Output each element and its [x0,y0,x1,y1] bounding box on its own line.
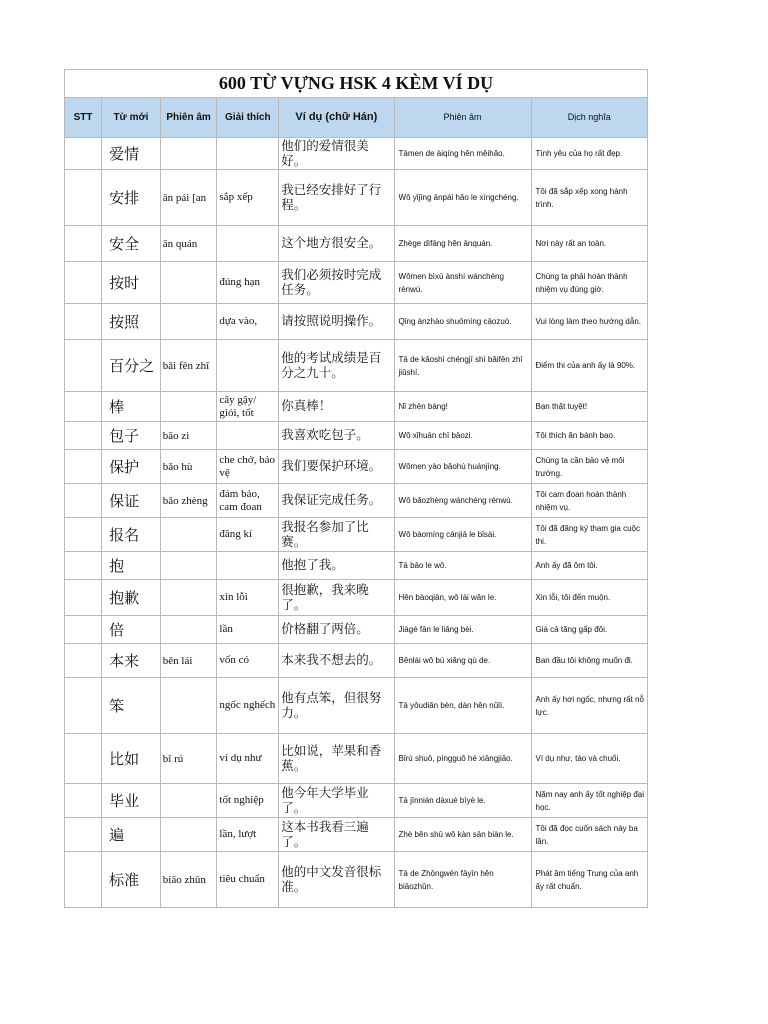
table-row [65,644,648,678]
definition-cell: dựa vào, [217,304,279,340]
example-pinyin-cell: Zhè běn shū wǒ kàn sān biàn le. [394,818,531,852]
example-pinyin-cell: Qǐng ànzhào shuōmíng cāozuò. [394,304,531,340]
example-cell: 很抱歉，我来晚了。 [279,580,394,616]
example-pinyin-cell: Wǒ bǎozhèng wánchéng rènwù. [394,484,531,518]
example-cell: 请按照说明操作。 [279,304,394,340]
translation-cell: Giá cả tăng gấp đôi. [531,616,648,644]
word-cell: 遍 [102,818,161,852]
translation-cell: Ban đầu tôi không muốn đi. [531,644,648,678]
stt-cell [65,518,102,552]
translation-cell: Tôi đã sắp xếp xong hành trình. [531,170,648,226]
definition-cell [217,340,279,392]
translation-cell: Tình yêu của họ rất đẹp. [531,138,648,170]
stt-cell [65,262,102,304]
word-cell: 抱 [102,552,161,580]
example-cell: 我们要保护环境。 [279,450,394,484]
translation-cell: Nơi này rất an toàn. [531,226,648,262]
pinyin-cell: běn lái [160,644,217,678]
example-pinyin-cell: Bǐrú shuō, píngguǒ hé xiāngjiāo. [394,734,531,784]
pinyin-cell [160,138,217,170]
example-cell: 我已经安排好了行程。 [279,170,394,226]
pinyin-cell [160,262,217,304]
pinyin-cell [160,518,217,552]
example-cell: 我喜欢吃包子。 [279,422,394,450]
example-pinyin-cell: Zhège dìfāng hěn ānquán. [394,226,531,262]
example-pinyin-cell: Tā de Zhōngwén fāyīn hěn biāozhǔn. [394,852,531,908]
definition-cell [217,138,279,170]
example-cell: 他今年大学毕业了。 [279,784,394,818]
example-pinyin-cell: Wǒ yǐjīng ānpái hǎo le xíngchéng. [394,170,531,226]
translation-cell: Anh ấy đã ôm tôi. [531,552,648,580]
word-cell: 安全 [102,226,161,262]
stt-cell [65,304,102,340]
word-cell: 保证 [102,484,161,518]
example-pinyin-cell: Wǒmen bìxū ànshí wánchéng rènwù. [394,262,531,304]
example-pinyin-cell: Wǒ bàomíng cānjiā le bǐsài. [394,518,531,552]
example-cell: 他抱了我。 [279,552,394,580]
header-definition: Giải thích [217,98,279,138]
example-pinyin-cell: Tā de kǎoshì chéngjī shì bǎifēn zhī jiǔshí. [394,340,531,392]
example-pinyin-cell: Běnlái wǒ bù xiǎng qù de. [394,644,531,678]
translation-cell: Tôi cam đoan hoàn thành nhiệm vụ. [531,484,648,518]
definition-cell: đăng kí [217,518,279,552]
table-row [65,226,648,262]
example-pinyin-cell: Tāmen de àiqíng hěn měihǎo. [394,138,531,170]
table-row [65,392,648,422]
definition-cell: ví dụ như [217,734,279,784]
stt-cell [65,392,102,422]
pinyin-cell: bāo zi [160,422,217,450]
example-cell: 这个地方很安全。 [279,226,394,262]
example-cell: 你真棒！ [279,392,394,422]
definition-cell: tiêu chuẩn [217,852,279,908]
pinyin-cell: bǎo zhèng [160,484,217,518]
word-cell: 倍 [102,616,161,644]
pinyin-cell: bǎo hù [160,450,217,484]
table-row [65,616,648,644]
definition-cell: xin lỗi [217,580,279,616]
translation-cell: Chúng ta phải hoàn thành nhiệm vụ đúng giờ. [531,262,648,304]
word-cell: 棒 [102,392,161,422]
pinyin-cell: ān quán [160,226,217,262]
pinyin-cell: bǐ rú [160,734,217,784]
definition-cell: che chở, bảo vệ [217,450,279,484]
table-row [65,678,648,734]
example-cell: 这本书我看三遍了。 [279,818,394,852]
example-pinyin-cell: Hěn bàoqiàn, wǒ lái wǎn le. [394,580,531,616]
header-pinyin: Phiên âm [160,98,217,138]
stt-cell [65,734,102,784]
stt-cell [65,580,102,616]
definition-cell: vốn có [217,644,279,678]
example-cell: 本来我不想去的。 [279,644,394,678]
example-cell: 他有点笨，但很努力。 [279,678,394,734]
word-cell: 包子 [102,422,161,450]
translation-cell: Tôi đã đọc cuốn sách này ba lần. [531,818,648,852]
translation-cell: Điểm thi của anh ấy là 90%. [531,340,648,392]
definition-cell: cây gậy/ giỏi, tốt [217,392,279,422]
word-cell: 按照 [102,304,161,340]
definition-cell: ngốc nghếch [217,678,279,734]
pinyin-cell: biāo zhǔn [160,852,217,908]
table-row [65,484,648,518]
table-row [65,580,648,616]
word-cell: 保护 [102,450,161,484]
table-row [65,852,648,908]
example-pinyin-cell: Tā jīnnián dàxué bìyè le. [394,784,531,818]
example-pinyin-cell: Nǐ zhēn bàng! [394,392,531,422]
stt-cell [65,644,102,678]
stt-cell [65,138,102,170]
translation-cell: Ví dụ như, táo và chuối. [531,734,648,784]
word-cell: 抱歉 [102,580,161,616]
definition-cell: đúng hạn [217,262,279,304]
table-row [65,304,648,340]
header-translation: Dịch nghĩa [531,98,648,138]
table-row [65,422,648,450]
table-row [65,818,648,852]
table-row [65,552,648,580]
definition-cell: đảm bảo, cam đoan [217,484,279,518]
translation-cell: Anh ấy hơi ngốc, nhưng rất nỗ lực. [531,678,648,734]
word-cell: 笨 [102,678,161,734]
example-cell: 价格翻了两倍。 [279,616,394,644]
example-cell: 比如说，苹果和香蕉。 [279,734,394,784]
stt-cell [65,422,102,450]
word-cell: 报名 [102,518,161,552]
definition-cell [217,552,279,580]
header-word: Từ mới [102,98,161,138]
word-cell: 标准 [102,852,161,908]
table-row [65,340,648,392]
pinyin-cell [160,784,217,818]
example-cell: 他们的爱情很美好。 [279,138,394,170]
stt-cell [65,170,102,226]
definition-cell: lần, lượt [217,818,279,852]
pinyin-cell [160,580,217,616]
translation-cell: Tôi đã đăng ký tham gia cuộc thi. [531,518,648,552]
stt-cell [65,784,102,818]
table-row [65,170,648,226]
definition-cell [217,422,279,450]
definition-cell [217,226,279,262]
stt-cell [65,340,102,392]
header-stt: STT [65,98,102,138]
example-cell: 他的考试成绩是百分之九十。 [279,340,394,392]
table-row [65,138,648,170]
stt-cell [65,552,102,580]
word-cell: 百分之 [102,340,161,392]
table-row [65,262,648,304]
pinyin-cell [160,818,217,852]
header-example-pinyin: Phiên âm [394,98,531,138]
example-cell: 我保证完成任务。 [279,484,394,518]
stt-cell [65,818,102,852]
stt-cell [65,852,102,908]
pinyin-cell: bǎi fēn zhī [160,340,217,392]
pinyin-cell [160,392,217,422]
example-pinyin-cell: Wǒ xǐhuān chī bāozi. [394,422,531,450]
word-cell: 按时 [102,262,161,304]
definition-cell: sắp xếp [217,170,279,226]
translation-cell: Vui lòng làm theo hướng dẫn. [531,304,648,340]
example-pinyin-cell: Wǒmen yào bǎohù huánjìng. [394,450,531,484]
stt-cell [65,450,102,484]
translation-cell: Năm nay anh ấy tốt nghiệp đại học. [531,784,648,818]
stt-cell [65,484,102,518]
table-row [65,734,648,784]
pinyin-cell: ān pái [an [160,170,217,226]
word-cell: 安排 [102,170,161,226]
example-pinyin-cell: Tā bào le wǒ. [394,552,531,580]
translation-cell: Bạn thật tuyệt! [531,392,648,422]
vocabulary-table [64,69,648,908]
word-cell: 爱情 [102,138,161,170]
pinyin-cell [160,616,217,644]
pinyin-cell [160,304,217,340]
example-cell: 他的中文发音很标准。 [279,852,394,908]
table-row [65,518,648,552]
example-pinyin-cell: Jiàgé fān le liǎng bèi. [394,616,531,644]
page-title: 600 TỪ VỰNG HSK 4 KÈM VÍ DỤ [65,70,648,98]
definition-cell: lần [217,616,279,644]
word-cell: 比如 [102,734,161,784]
stt-cell [65,678,102,734]
stt-cell [65,616,102,644]
word-cell: 毕业 [102,784,161,818]
translation-cell: Xin lỗi, tôi đến muộn. [531,580,648,616]
table-row [65,784,648,818]
table-row [65,450,648,484]
pinyin-cell [160,552,217,580]
example-pinyin-cell: Tā yǒudiǎn bèn, dàn hěn nǔlì. [394,678,531,734]
example-cell: 我们必须按时完成任务。 [279,262,394,304]
translation-cell: Chúng ta cần bảo vệ môi trường. [531,450,648,484]
translation-cell: Phát âm tiếng Trung của anh ấy rất chuẩn. [531,852,648,908]
pinyin-cell [160,678,217,734]
definition-cell: tốt nghiệp [217,784,279,818]
word-cell: 本来 [102,644,161,678]
stt-cell [65,226,102,262]
example-cell: 我报名参加了比赛。 [279,518,394,552]
translation-cell: Tôi thích ăn bánh bao. [531,422,648,450]
header-example: Ví dụ (chữ Hán) [279,98,394,138]
